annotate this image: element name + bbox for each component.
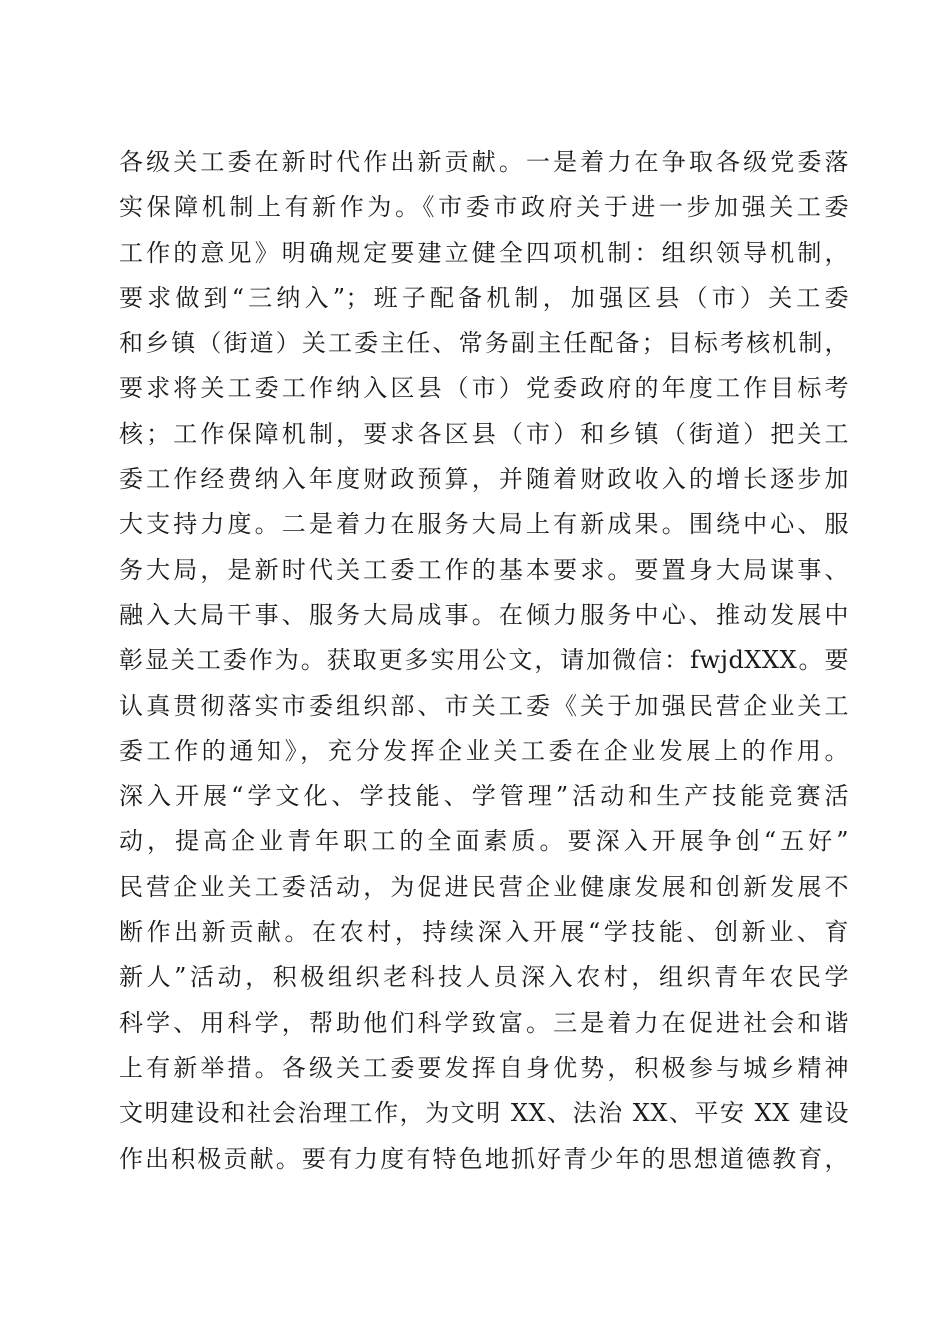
text-line: 融入大局干事、服务大局成事。在倾力服务中心、推动发展中	[119, 600, 849, 629]
text-line: 各级关工委在新时代作出新贡献。一是着力在争取各级党委落	[119, 148, 849, 176]
body-paragraph	[119, 140, 849, 1182]
text-line: 深入开展“学文化、学技能、学管理”活动和生产技能竞赛活	[119, 782, 849, 811]
text-line: 工作的意见》明确规定要建立健全四项机制：组织领导机制，	[119, 238, 849, 267]
text-line: 断作出新贡献。在农村，持续深入开展“学技能、创新业、育	[119, 918, 849, 947]
text-line: 认真贯彻落实市委组织部、市关工委《关于加强民营企业关工	[119, 691, 849, 720]
text-line: 委工作的通知》，充分发挥企业关工委在企业发展上的作用。	[119, 736, 849, 765]
text-line: 实保障机制上有新作为。《市委市政府关于进一步加强关工委	[119, 193, 849, 222]
text-line: 科学、用科学，帮助他们科学致富。三是着力在促进社会和谐	[119, 1008, 849, 1037]
text-line: 上有新举措。各级关工委要发挥自身优势，积极参与城乡精神	[119, 1053, 849, 1082]
text-line: 动，提高企业青年职工的全面素质。要深入开展争创“五好”	[119, 827, 849, 856]
text-line: 彰显关工委作为。获取更多实用公文，请加微信：fwjdXXX。要	[119, 646, 849, 675]
text-line: 作出积极贡献。要有力度有特色地抓好青少年的思想道德教育，	[119, 1144, 849, 1173]
text-line: 核；工作保障机制，要求各区县（市）和乡镇（街道）把关工	[119, 419, 849, 448]
text-line: 新人”活动，积极组织老科技人员深入农村，组织青年农民学	[119, 963, 849, 992]
text-line: 文明建设和社会治理工作，为文明 XX、法治 XX、平安 XX 建设	[119, 1099, 849, 1128]
text-line: 要求将关工委工作纳入区县（市）党委政府的年度工作目标考	[119, 374, 849, 403]
text-line: 大支持力度。二是着力在服务大局上有新成果。围绕中心、服	[119, 510, 849, 539]
text-line: 和乡镇（街道）关工委主任、常务副主任配备；目标考核机制，	[119, 329, 849, 358]
text-line: 务大局，是新时代关工委工作的基本要求。要置身大局谋事、	[119, 555, 849, 584]
text-line: 要求做到“三纳入”；班子配备机制，加强区县（市）关工委	[119, 283, 849, 312]
text-line: 委工作经费纳入年度财政预算，并随着财政收入的增长逐步加	[119, 465, 849, 494]
text-line: 民营企业关工委活动，为促进民营企业健康发展和创新发展不	[119, 872, 849, 901]
